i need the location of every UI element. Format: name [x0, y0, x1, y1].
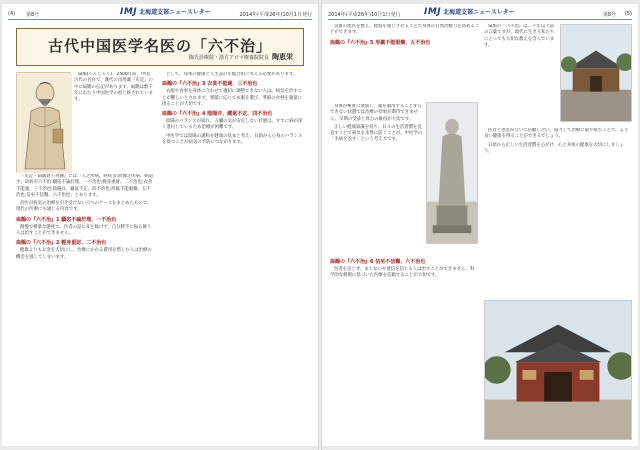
paragraph: 医者と患者が互いに信頼し合い、協力して治療に取り組むことで、より良い健康を得ることができるでしょう。 [484, 128, 629, 140]
logo-mark: IMJ [120, 7, 138, 17]
page-header [328, 7, 632, 20]
section-heading: 扁鵲の『六不治』2 輕身重財、二不治也 [16, 240, 107, 247]
left-page [2, 4, 318, 446]
paragraph: 『史記・扁鵲倉公列傳』には「人之所病、病疾多;而醫之所病、病道少。故病有六不治:驕恣不論於理、一不治也;輕身重財、二不治也;衣食不能適、三不治也;陰陽并、藏氣不定、四不治也;形羸不能服藥、五不治也;信巫不信醫、六不治也」とあります。 [16, 174, 154, 198]
temple-photo-bottom [484, 300, 632, 440]
paragraph: 傲慢で横暴な態度で、医者の話に耳を傾けず、自分勝手に振る舞う人は治すことができません。 [16, 224, 152, 237]
paragraph: 名医が病気の治療を引き受けない六つのケースをまとめたもので、現代の医療にも通じる内容です。 [16, 201, 152, 213]
logo-text: 北海道支部ニュースレター [139, 9, 211, 16]
article-title-box [16, 28, 304, 66]
newsletter-logo [424, 7, 515, 17]
paragraph: 扁鵲の『六不治』は二千年以上前の言葉ですが、現代に生きる私たちにとっても大切な教えを含んでいます。 [484, 24, 555, 48]
page-label: 第8号 [26, 12, 40, 18]
left-col1-intro [74, 72, 154, 172]
paragraph: 気血の流れを整え、経絡を通じさせることで身体の自然治癒力を高めることができます。 [330, 24, 480, 36]
page-number: (4) [8, 11, 16, 17]
paragraph: 陰陽のバランスが崩れ、五臓の気が安定しない状態は、すでに病が深く進行しているため治療が困難です。 [162, 119, 303, 131]
issue-date: 2014年(平成26年)10月1日発行 [239, 12, 312, 18]
statue-photo [426, 102, 478, 244]
paragraph: 健康よりもお金を大切にし、治療にかかる費用を惜しむ人は治療の機会を逃してしまいます。 [16, 248, 152, 260]
paragraph: 身体が極度に衰弱し、薬を服用することすらできない状態では治療の効果が期待できません。早期の受診と体力の維持が大切です。 [330, 104, 422, 122]
paragraph: 扁鵲(へんじゃく)、2500年前、中国古代の名医で、漢代の司馬遷『史記』の中に扁鵲の伝記があります。扁鵲は数千年にわたり中国医学の祖と称されています。 [74, 72, 154, 103]
paragraph: 日頃から正しい生活習慣を心がけ、心と身体の健康を大切にしましょう。 [484, 142, 624, 154]
temple-photo-top [560, 24, 632, 122]
article-title: 古代中国医学名医の「六不治」 [47, 37, 272, 55]
right-column-1-bottom [330, 256, 478, 442]
page-label: 第8号 [602, 12, 616, 18]
issue-date: 2014年(平成26年)10月1日発行 [328, 12, 401, 18]
left-column-1 [16, 174, 154, 440]
paragraph: 正しい健康知識を持ち、日々の生活習慣を見直すことで病気を未然に防ぐことが、中医学の「未病を治す」という考え方です。 [330, 124, 423, 143]
newsletter-logo [120, 7, 211, 17]
section-heading: 扁鵲の『六不治』1 驕恣不論於理、一不治也 [16, 216, 117, 223]
page-number: (5) [624, 11, 632, 17]
right-column-2-top [484, 24, 558, 124]
paragraph: 中医学では陰陽の調和を健康の基本と考え、日頃から心身のバランスを保つことが病気の予防につながります。 [162, 133, 303, 146]
author-affiliation: 陶氏診療院・漢方アロマ療養院院長 [188, 55, 269, 61]
section-heading: 扁鵲の『六不治』5 形羸不能服藥、五不治也 [330, 39, 431, 46]
author-name: 陶恵栄 [272, 52, 293, 61]
right-column-2-mid [484, 128, 632, 296]
paragraph: として、身体の健康と人生設計を総合的に考える必要があります。 [166, 72, 298, 77]
author-byline [189, 52, 293, 62]
section-heading: 扁鵲の『六不治』6 信巫不信醫、六不治也 [330, 259, 426, 265]
paragraph: 衣服や食事を身体に合わせて適切に調整できない人は、病気を治すことが難しいとされます。寒暖に応じて衣服を選び、季節の食材を適量に摂ることが大切です。 [162, 89, 303, 107]
paragraph: 医者を信じず、まじないや迷信を信じる人は治すことができません。科学的な根拠に基づいた医療を信頼することが大切です。 [330, 267, 475, 279]
page-header [8, 7, 312, 20]
right-column-1-mid [330, 104, 424, 254]
section-heading: 扁鵲の『六不治』4 陰陽并、藏氣不定、四不治也 [162, 111, 273, 118]
right-column-1-top [330, 24, 482, 104]
right-page [322, 4, 638, 446]
logo-mark: IMJ [424, 7, 442, 17]
bian-que-portrait [16, 72, 71, 172]
logo-text: 北海道支部ニュースレター [443, 9, 515, 16]
left-column-2 [162, 72, 304, 440]
section-heading: 扁鵲の『六不治』3 衣食不能適、三不治也 [162, 81, 258, 88]
